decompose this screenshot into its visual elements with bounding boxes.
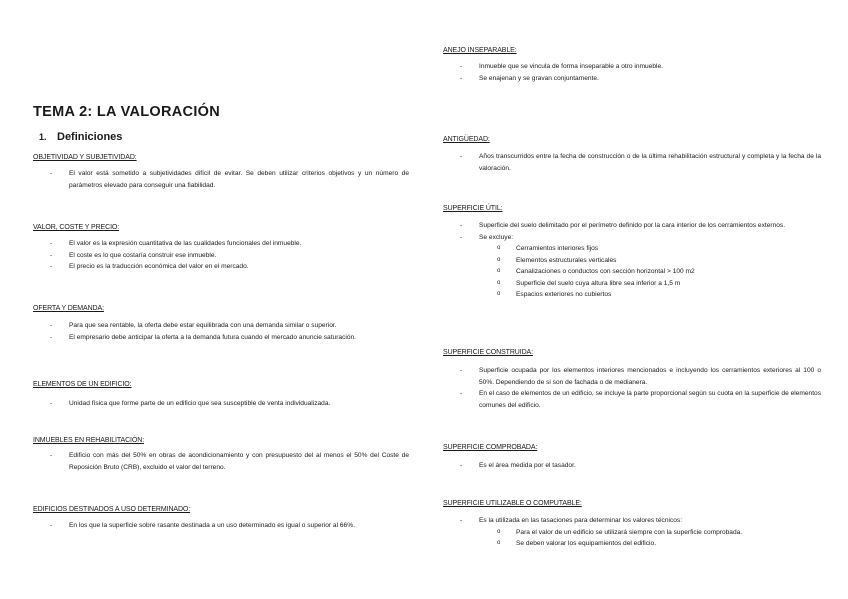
list-item: - Inmueble que se vincula de forma inseparable a otro inmueble. (443, 61, 821, 73)
subtitle-number: 1. (39, 132, 47, 142)
section-heading: ANTIGÜEDAD: (443, 136, 490, 143)
section-heading: VALOR, COSTE Y PRECIO: (33, 224, 120, 231)
section-superficie-comprobada (443, 444, 821, 472)
list-item: - Es la utilizada en las tasaciones para determinar los valores técnicos: (443, 515, 821, 527)
section-rehabilitacion (33, 437, 409, 473)
section-superficie-util (443, 205, 821, 301)
sub-list-item: o Espacios exteriores no cubiertos (443, 289, 821, 301)
section-heading: ELEMENTOS DE UN EDIFICIO: (33, 381, 132, 388)
section-anejo (443, 47, 821, 84)
section-heading: EDIFICIOS DESTINADOS A USO DETERMINADO: (33, 506, 191, 513)
section-heading: SUPERFICIE UTILIZABLE O COMPUTABLE: (443, 500, 582, 507)
section-heading: OBJETIVIDAD Y SUBJETIVIDAD: (33, 154, 137, 161)
title-text: TEMA 2: LA VALORACIÓN (33, 104, 221, 120)
page-title (33, 104, 409, 120)
list-item: - En los que la superficie sobre rasante destinada a un uso determinado es igual o superior al 66%. (33, 520, 409, 532)
bullet-list (33, 320, 409, 343)
sub-list-item: o Elementos estructurales verticales (443, 255, 821, 267)
section-objetividad (33, 154, 409, 191)
section-valor-coste-precio (33, 224, 409, 273)
list-item: - Edificio con más del 50% en obras de acondicionamiento y con presupuesto del al menos el 50% del Coste de Reposición Bruto (CRB), excluido el valor del terreno. (33, 450, 409, 473)
section-heading: INMUEBLES EN REHABILITACIÓN: (33, 437, 145, 444)
sub-list-item: o Canalizaciones o conductos con sección horizontal > 100 m2 (443, 266, 821, 278)
list-item: - Superficie del suelo delimitado por el perímetro definido por la cara interior de los cerramientos externos. (443, 220, 821, 232)
list-item: - El precio es la traducción económica del valor en el mercado. (33, 261, 409, 273)
bullet-list (33, 398, 409, 410)
list-item: - Unidad física que forme parte de un edificio que sea susceptible de venta individualizada. (33, 398, 409, 410)
bullet-list (33, 450, 409, 473)
bullet-list (33, 520, 409, 532)
section-heading: SUPERFICIE CONSTRUIDA: (443, 349, 533, 356)
list-item: - Se enajenan y se gravan conjuntamente. (443, 73, 821, 85)
sub-list-item: o Para el valor de un edificio se utilizará siempre con la superficie comprobada. (443, 527, 821, 539)
section-heading: SUPERFICIE ÚTIL: (443, 205, 503, 212)
list-item: - Años transcurridos entre la fecha de construcción o de la última rehabilitación estructural y completa y la fecha de la valoración. (443, 151, 821, 174)
list-item: - Superficie ocupada por los elementos interiores mencionados e incluyendo los cerramientos exteriores al 100 o 50%. Dependiendo de si son de fachada o de medianera. (443, 365, 821, 388)
section-subtitle (39, 131, 409, 143)
list-item: - Se excluye: (443, 232, 821, 244)
subtitle-text: Definiciones (57, 131, 123, 143)
bullet-list (443, 365, 821, 411)
list-item: - Para que sea rentable, la oferta debe estar equilibrada con una demanda similar o superior. (33, 320, 409, 332)
bullet-list (443, 515, 821, 527)
sub-list-item: o Se deben valorar los equipamientos del edificio. (443, 538, 821, 550)
list-item: - El valor está sometido a subjetividades difícil de evitar. Se deben utilizar criterios objetivos y un número de parámetros elevado para conseguir una fiabilidad. (33, 168, 409, 191)
section-antiguedad (443, 136, 821, 174)
sub-list (443, 243, 821, 301)
section-superficie-construida (443, 349, 821, 411)
bullet-list (33, 238, 409, 273)
list-item: - Es el área medida por el tasador. (443, 460, 821, 472)
sub-list-item: o Superficie del suelo cuya altura libre sea inferior a 1,5 m (443, 278, 821, 290)
bullet-list (443, 460, 821, 472)
bullet-list (443, 151, 821, 174)
section-heading: OFERTA Y DEMANDA: (33, 305, 104, 312)
bullet-list (443, 220, 821, 243)
section-superficie-utilizable (443, 500, 821, 550)
section-heading: SUPERFICIE COMPROBADA: (443, 444, 538, 451)
bullet-list (33, 168, 409, 191)
section-elementos-edificio (33, 381, 409, 410)
sub-list-item: o Cerramientos interiores fijos (443, 243, 821, 255)
bullet-list (443, 61, 821, 84)
list-item: - El valor es la expresión cuantitativa de las cualidades funcionales del inmueble. (33, 238, 409, 250)
section-uso-determinado (33, 506, 409, 532)
section-heading: ANEJO INSEPARABLE: (443, 47, 517, 54)
list-item: - El empresario debe anticipar la oferta a la demanda futura cuando el mercado anuncie saturación. (33, 332, 409, 344)
list-item: - En el caso de elementos de un edificio, se incluye la parte proporcional según su cuota en la superficie de elementos comunes del edificio. (443, 388, 821, 411)
section-oferta-demanda (33, 305, 409, 343)
list-item: - El coste es lo que costaría construir ese inmueble. (33, 250, 409, 262)
sub-list (443, 527, 821, 550)
